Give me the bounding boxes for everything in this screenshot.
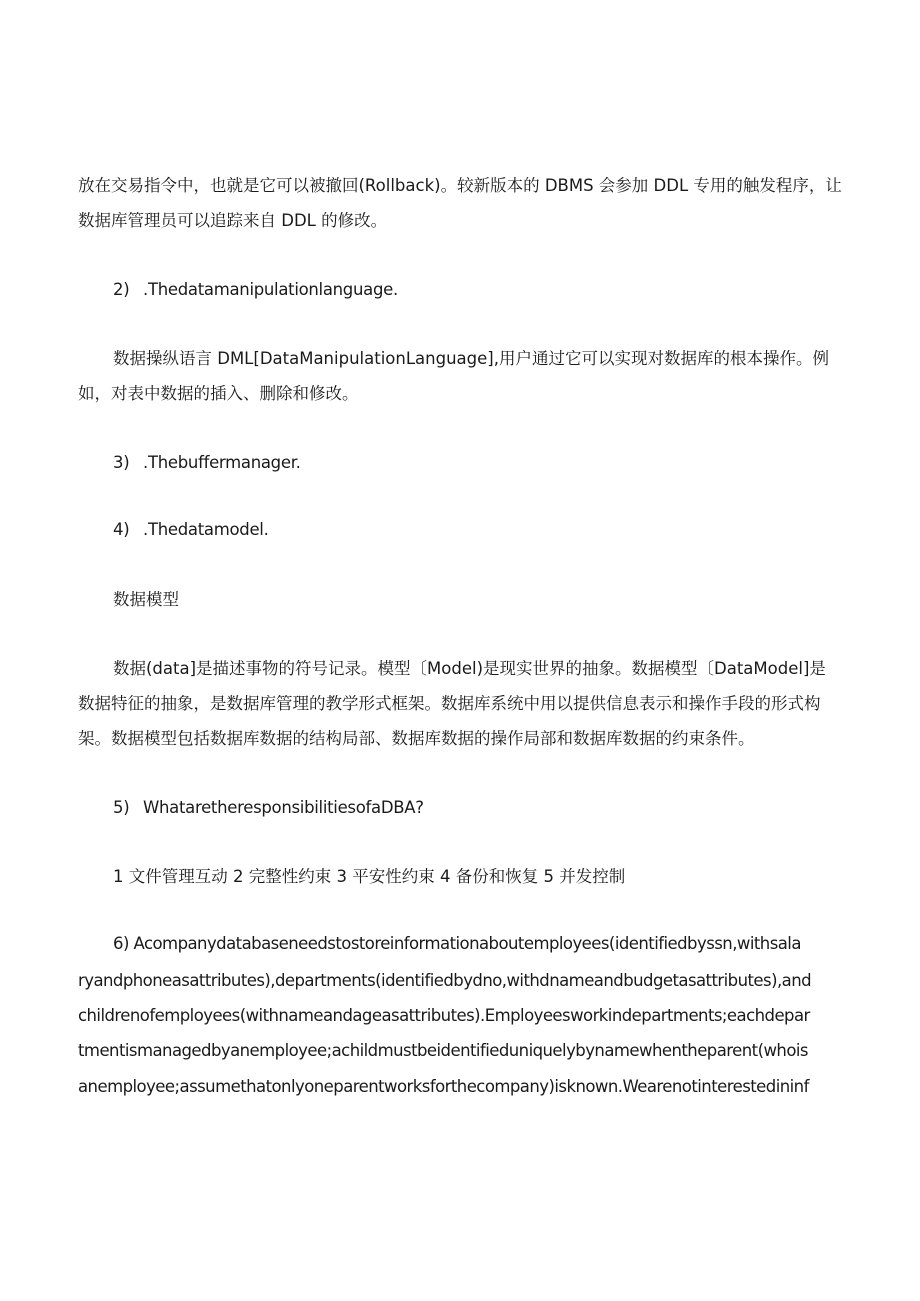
item-4-text: .Thedatamodel.	[143, 520, 269, 539]
item-5	[113, 797, 842, 819]
item-2-text: .Thedatamanipulationlanguage.	[143, 280, 398, 299]
item-3-number: 3)	[113, 453, 130, 472]
item-3-text: .Thebuffermanager.	[143, 453, 301, 472]
data-model-line-2: 数据特征的抽象，是数据库管理的教学形式框架。数据库系统中用以提供信息表示和操作手段的形式构	[78, 694, 821, 713]
item-6-line-3: childrenofemployees(withnameandageasattributes).Employeesworkindepartments;eachdepar	[78, 1006, 810, 1025]
data-model-heading: 数据模型	[113, 590, 179, 609]
dml-line-1: 数据操纵语言 DML[DataManipulationLanguage],用户通过它可以实现对数据库的根本操作。例	[113, 349, 829, 368]
item-6-line-2: ryandphoneasattributes),departments(identifiedbydno,withdnameandbudgetasattributes),and	[78, 971, 812, 990]
item-4-number: 4)	[113, 520, 130, 539]
item-5-number: 5)	[113, 798, 130, 817]
data-model-line-1: 数据(data]是描述事物的符号记录。模型〔Model)是现实世界的抽象。数据模型〔DataModel]是	[113, 659, 826, 678]
item-6-line-1: 6) Acompanydatabaseneedstostoreinformationaboutemployees(identifiedbyssn,withsala	[113, 934, 801, 953]
item-4	[113, 519, 842, 541]
item-6-line-5: anemployee;assumethatonlyoneparentworksforthecompany)isknown.Wearenotinterestedininf	[78, 1077, 809, 1096]
dml-line-2: 如，对表中数据的插入、删除和修改。	[78, 384, 359, 403]
intro-line-1: 放在交易指令中，也就是它可以被撤回(Rollback)。较新版本的 DBMS 会参加 DDL 专用的触发程序，让	[78, 176, 842, 195]
item-6-line-4: tmentismanagedbyanemployee;achildmustbeidentifieduniquelybynamewhentheparent(whois	[78, 1041, 808, 1060]
item-3	[113, 452, 842, 474]
data-model-line-3: 架。数据模型包括数据库数据的结构局部、数据库数据的操作局部和数据库数据的约束条件。	[78, 729, 755, 748]
item-2	[113, 279, 842, 301]
item-5-text: WhataretheresponsibilitiesofaDBA?	[143, 798, 424, 817]
intro-line-2: 数据库管理员可以追踪来自 DDL 的修改。	[78, 211, 388, 230]
item-2-number: 2)	[113, 280, 130, 299]
dba-answer: 1 文件管理互动 2 完整性约束 3 平安性约束 4 备份和恢复 5 并发控制	[113, 867, 626, 886]
